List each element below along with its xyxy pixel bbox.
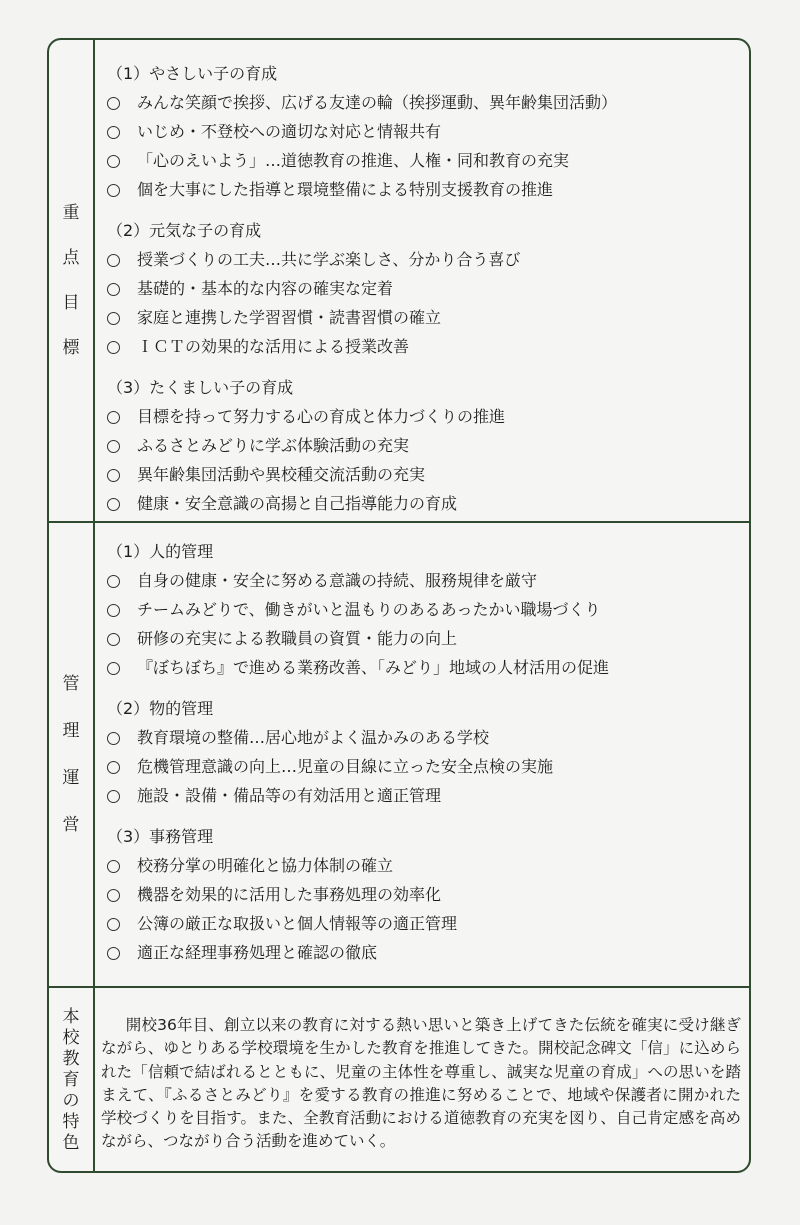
list-item: 危機管理意識の向上…児童の目線に立った安全点検の実施 [107,757,741,777]
group-title: （2）物的管理 [107,699,214,718]
list-item: 授業づくりの工夫…共に学ぶ楽しさ、分かり合う喜び [107,250,741,270]
list-item: 自身の健康・安全に努める意識の持続、服務規律を厳守 [107,571,741,591]
group-title: （1）やさしい子の育成 [107,64,278,83]
list-item: 個を大事にした指導と環境整備による特別支援教育の推進 [107,180,741,200]
list-item: 適正な経理事務処理と確認の徹底 [107,943,741,963]
list-item: 目標を持って努力する心の育成と体力づくりの推進 [107,407,741,427]
circle-bullet-icon [107,469,120,482]
list-item: 教育環境の整備…居心地がよく温かみのある学校 [107,728,741,748]
label-char: 校 [62,1028,80,1048]
circle-bullet-icon [107,662,120,675]
policy-table [47,38,751,1173]
label-char: 点 [62,247,80,268]
circle-bullet-icon [107,633,120,646]
circle-bullet-icon [107,155,120,168]
label-char: の [62,1091,80,1111]
group-title: （3）たくましい子の育成 [107,378,294,397]
label-char: 特 [62,1112,80,1132]
label-char: 教 [62,1049,80,1069]
list-item: ＩＣＴの効果的な活用による授業改善 [107,337,741,357]
label-char: 重 [62,202,80,223]
section-label-management [49,523,93,986]
circle-bullet-icon [107,790,120,803]
label-char: 育 [62,1070,80,1090]
circle-bullet-icon [107,341,120,354]
list-item: 家庭と連携した学習習慣・読書習慣の確立 [107,308,741,328]
circle-bullet-icon [107,732,120,745]
section-management [107,542,741,963]
list-item: 公簿の厳正な取扱いと個人情報等の適正管理 [107,914,741,934]
circle-bullet-icon [107,411,120,424]
circle-bullet-icon [107,761,120,774]
label-char: 色 [62,1133,80,1153]
list-item: みんな笑顔で挨拶、広げる友達の輪（挨拶運動、異年齢集団活動） [107,93,741,113]
section-priority-goals [107,64,741,514]
section-label-priority-goals [49,40,93,521]
section-label-school-features [49,988,93,1173]
circle-bullet-icon [107,498,120,511]
list-item: 基礎的・基本的な内容の確実な定着 [107,279,741,299]
list-item: 校務分掌の明確化と協力体制の確立 [107,856,741,876]
list-item: チームみどりで、働きがいと温もりのあるあったかい職場づくり [107,600,741,620]
label-char: 理 [62,720,80,741]
group-title: （1）人的管理 [107,542,214,561]
circle-bullet-icon [107,947,120,960]
group-title: （3）事務管理 [107,827,214,846]
list-item: 『ぼちぼち』で進める業務改善、「みどり」地域の人材活用の促進 [107,658,741,678]
circle-bullet-icon [107,575,120,588]
row-divider [49,521,749,523]
list-item: 機器を効果的に活用した事務処理の効率化 [107,885,741,905]
list-item: 施設・設備・備品等の有効活用と適正管理 [107,786,741,806]
circle-bullet-icon [107,604,120,617]
list-item: 「心のえいよう」…道徳教育の推進、人権・同和教育の充実 [107,151,741,171]
label-char: 運 [62,767,80,788]
list-item: ふるさとみどりに学ぶ体験活動の充実 [107,436,741,456]
circle-bullet-icon [107,254,120,267]
column-divider [93,40,95,1171]
circle-bullet-icon [107,312,120,325]
circle-bullet-icon [107,918,120,931]
group-title: （2）元気な子の育成 [107,221,262,240]
label-char: 本 [62,1007,80,1027]
list-item: 異年齢集団活動や異校種交流活動の充実 [107,465,741,485]
label-char: 営 [62,814,80,835]
circle-bullet-icon [107,126,120,139]
list-item: 健康・安全意識の高揚と自己指導能力の育成 [107,494,741,514]
circle-bullet-icon [107,440,120,453]
label-char: 目 [62,292,80,313]
label-char: 標 [62,337,80,358]
circle-bullet-icon [107,283,120,296]
list-item: いじめ・不登校への適切な対応と情報共有 [107,122,741,142]
circle-bullet-icon [107,860,120,873]
school-features-paragraph: 開校36年目、創立以来の教育に対する熱い思いと築き上げてきた伝統を確実に受け継ぎながら、ゆとりある学校環境を生かした教育を推進してきた。開校記念碑文「信」に込められた「信頼で結ばれるとともに、児童の主体性を尊重し、誠実な児童の育成」への思いを踏まえて、『ふるさとみどり』を愛する教育の推進に努めることで、地域や保護者に開かれた学校づくりを目指す。また、全教育活動における道徳教育の充実を図り、自己肯定感を高めながら、つながり合う活動を進めていく。 [101,1016,741,1151]
circle-bullet-icon [107,184,120,197]
label-char: 管 [62,673,80,694]
row-divider [49,986,749,988]
list-item: 研修の充実による教職員の資質・能力の向上 [107,629,741,649]
circle-bullet-icon [107,97,120,110]
circle-bullet-icon [107,889,120,902]
